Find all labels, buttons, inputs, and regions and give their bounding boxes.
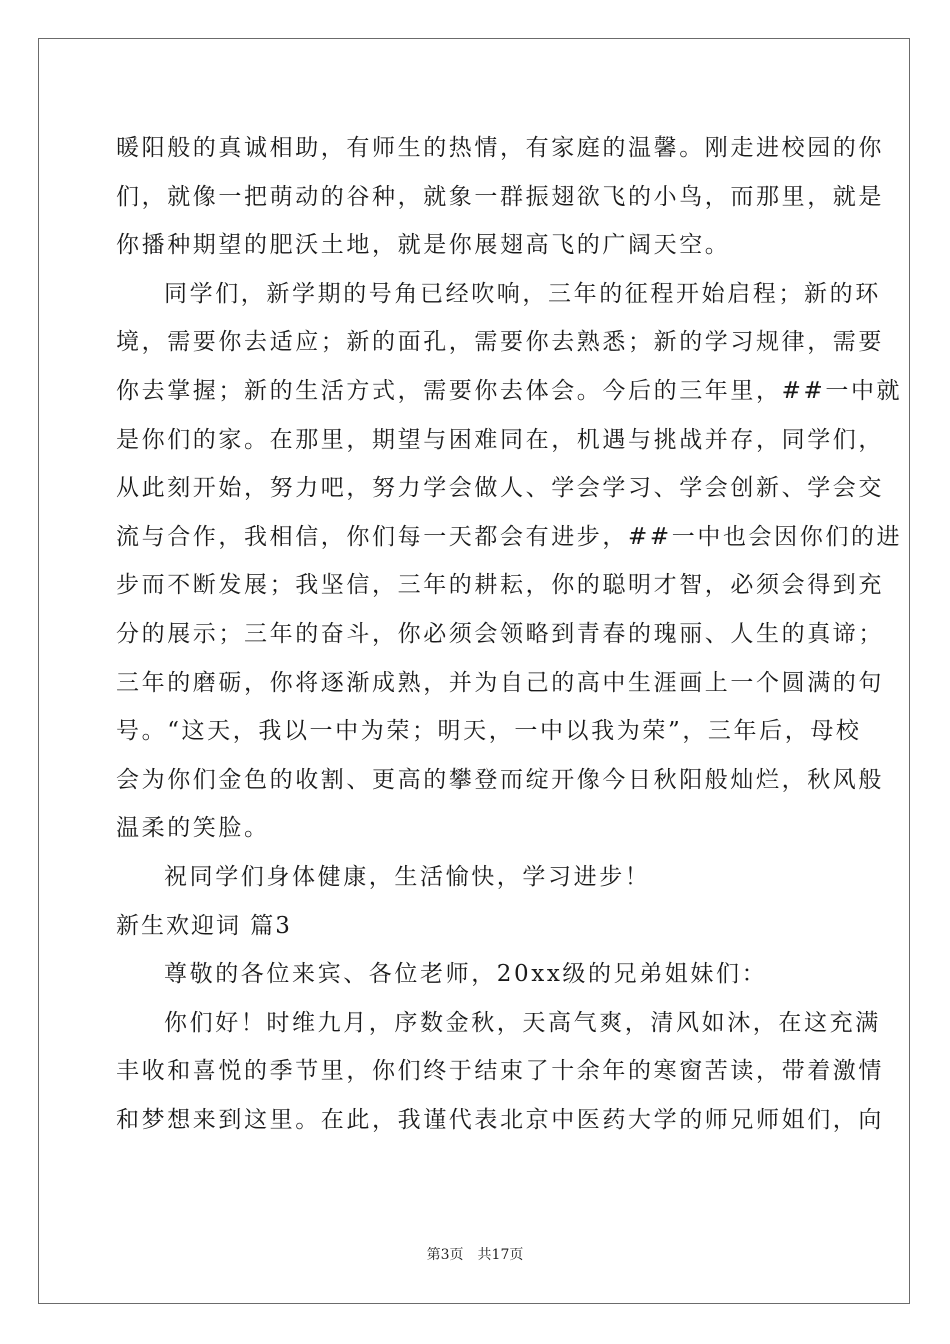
section-heading: 新生欢迎词 篇3	[116, 912, 292, 939]
document-body	[116, 128, 903, 1148]
text-line: 和梦想来到这里。在此，我谨代表北京中医药大学的师兄师姐们，向	[116, 1106, 884, 1133]
total-page-count: 共17页	[477, 1247, 524, 1263]
text-line: 号。“这天，我以一中为荣；明天，一中以我为荣”，三年后，母校	[116, 718, 862, 745]
text-line: 你播种期望的肥沃土地，就是你展翅高飞的广阔天空。	[116, 232, 731, 259]
current-page-number: 第3页	[426, 1247, 464, 1263]
text-line: 步而不断发展；我坚信，三年的耕耘，你的聪明才智，必须会得到充	[116, 572, 884, 599]
text-line: 温柔的笑脸。	[116, 815, 270, 842]
text-line: 暖阳般的真诚相助，有师生的热情，有家庭的温馨。刚走进校园的你	[116, 135, 884, 161]
text-line: 从此刻开始，努力吧，努力学会做人、学会学习、学会创新、学会交	[116, 475, 884, 502]
paragraph-start-line: 祝同学们身体健康，生活愉快，学习进步！	[164, 863, 651, 890]
text-line: 丰收和喜悦的季节里，你们终于结束了十余年的寒窗苦读，带着激情	[116, 1058, 884, 1085]
text-line: 分的展示；三年的奋斗，你必须会领略到青春的瑰丽、人生的真谛；	[116, 620, 884, 647]
paragraph-start-line: 你们好！时维九月，序数金秋，天高气爽，清风如沐，在这充满	[164, 1009, 881, 1036]
paragraph-start-line: 同学们，新学期的号角已经吹响，三年的征程开始启程；新的环	[164, 280, 881, 307]
text-line: 们，就像一把萌动的谷种，就象一群振翅欲飞的小鸟，而那里，就是	[116, 183, 884, 210]
text-line: 你去掌握；新的生活方式，需要你去体会。今后的三年里，##一中就	[116, 377, 903, 404]
text-line: 会为你们金色的收割、更高的攀登而绽开像今日秋阳般灿烂，秋风般	[116, 766, 884, 793]
text-line: 三年的磨砺，你将逐渐成熟，并为自己的高中生涯画上一个圆满的句	[116, 669, 884, 696]
page-footer	[0, 1244, 950, 1264]
text-line: 流与合作，我相信，你们每一天都会有进步，##一中也会因你们的进	[116, 523, 903, 550]
salutation-line: 尊敬的各位来宾、各位老师，20xx级的兄弟姐妹们：	[164, 961, 768, 988]
text-line: 境，需要你去适应；新的面孔，需要你去熟悉；新的学习规律，需要	[116, 329, 884, 356]
text-line: 是你们的家。在那里，期望与困难同在，机遇与挑战并存，同学们，	[116, 426, 884, 453]
